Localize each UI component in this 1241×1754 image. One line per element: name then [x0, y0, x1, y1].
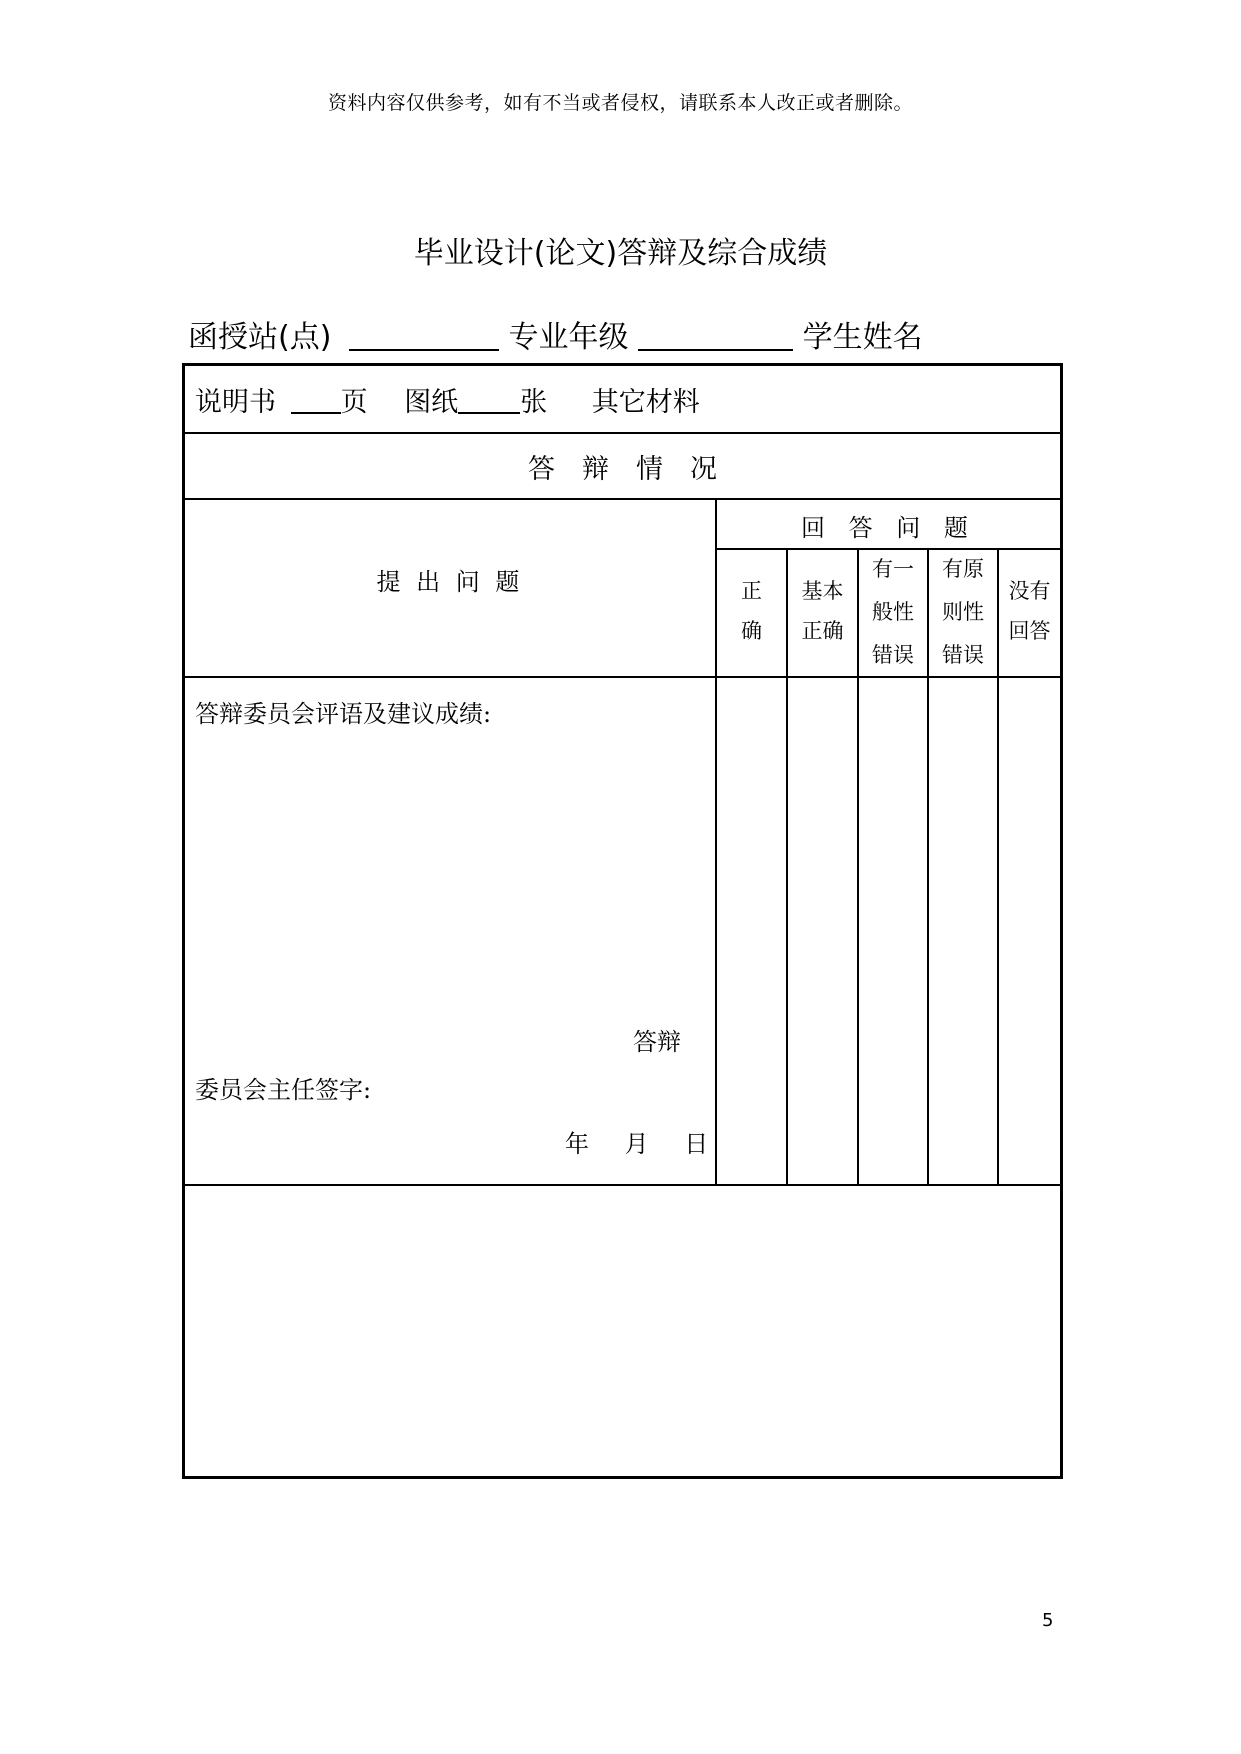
answer-col-line: 正: [741, 579, 762, 603]
answers-header: 回 答 问 题: [801, 514, 976, 542]
student-name-label: 学生姓名: [802, 320, 923, 355]
major-label: 专业年级: [508, 320, 629, 355]
answer-col-minor-error: [859, 548, 927, 677]
date-month: 月: [624, 1130, 649, 1158]
manual-label: 说明书: [195, 387, 276, 418]
page-unit: 页: [340, 387, 368, 418]
answer-col-correct: [717, 571, 786, 651]
station-blank[interactable]: [349, 319, 499, 351]
sheet-unit: 张: [520, 387, 548, 418]
answer-col-line: 有原: [942, 557, 984, 581]
committee-comment-label: 答辩委员会评语及建议成绩:: [195, 700, 492, 728]
answer-col-line: 般性: [872, 600, 914, 624]
questions-header: 提 出 问 题: [376, 568, 524, 596]
station-label: 函授站(点): [188, 320, 332, 355]
section-header: 答 辩 情 况: [528, 454, 717, 485]
answer-col-line: 有一: [872, 557, 914, 581]
answer-col-line: 错误: [942, 643, 984, 667]
answer-col-line: 回答: [1008, 619, 1051, 643]
answer-col-line: 错误: [872, 643, 914, 667]
answer-col-line: 正确: [801, 619, 844, 643]
disclaimer-text: 资料内容仅供参考，如有不当或者侵权，请联系本人改正或者删除。: [327, 92, 913, 114]
committee-sign-part1: 答辩: [633, 1028, 681, 1056]
answer-col-basically-correct: [788, 571, 857, 651]
drawings-label: 图纸: [404, 387, 459, 418]
committee-date: [565, 1124, 708, 1159]
date-year: 年: [565, 1130, 589, 1158]
drawings-count-blank[interactable]: [458, 386, 520, 414]
manual-pages-blank[interactable]: [291, 386, 341, 414]
answer-col-line: 则性: [942, 600, 984, 624]
materials-row: [195, 380, 700, 419]
row-divider-2: [185, 498, 1060, 500]
form-title: 毕业设计(论文)答辩及综合成绩: [413, 236, 828, 271]
page-number: 5: [1042, 1610, 1054, 1631]
answer-col-line: 基本: [801, 579, 844, 603]
defense-form-table: [182, 363, 1063, 1479]
answer-col-line: 确: [741, 619, 762, 643]
answer-col-principle-error: [929, 548, 997, 677]
other-materials-label: 其它材料: [591, 387, 700, 418]
major-blank[interactable]: [638, 319, 793, 351]
date-day: 日: [684, 1130, 709, 1158]
committee-sign-part2: 委员会主任签字:: [195, 1076, 372, 1104]
row-divider-1: [185, 432, 1060, 434]
answer-col-no-answer: [999, 571, 1060, 651]
answer-col-line: 没有: [1008, 579, 1051, 603]
info-line: [188, 312, 923, 356]
